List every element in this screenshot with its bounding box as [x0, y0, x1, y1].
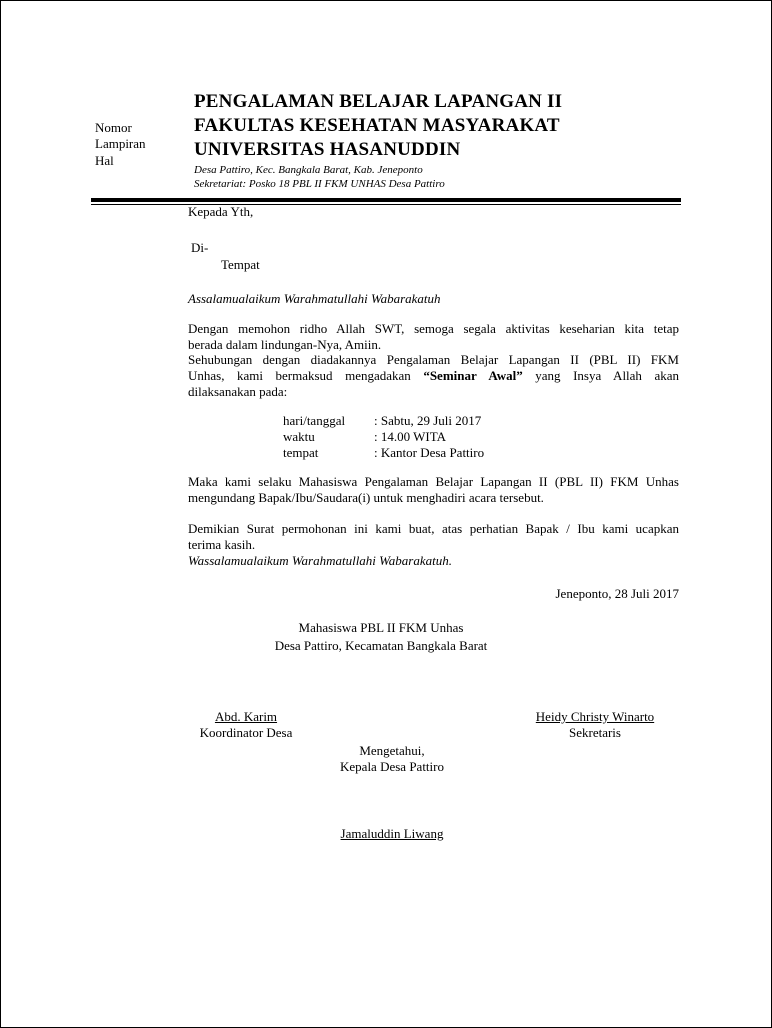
- recipient-greeting: Kepada Yth,: [188, 204, 254, 219]
- opening-salutation: Assalamualaikum Warahmatullahi Wabarakatuh: [188, 291, 441, 306]
- signatory-right-name: Heidy Christy Winarto: [535, 709, 655, 724]
- paragraph-closing: [188, 521, 679, 553]
- paragraph-invitation-line: Sehubungan dengan diadakannya Pengalaman Belajar Lapangan II (PBL II) FKM: [188, 352, 679, 367]
- event-detail-value: : Kantor Desa Pattiro: [374, 445, 485, 460]
- event-detail-label: tempat: [283, 445, 319, 460]
- sender-line-1: Mahasiswa PBL II FKM Unhas: [298, 620, 464, 635]
- letterhead-line-3: UNIVERSITAS HASANUDDIN: [194, 139, 461, 160]
- event-detail-place: [283, 445, 484, 461]
- place-date: Jeneponto, 28 Juli 2017: [555, 586, 679, 601]
- paragraph-request-line: Maka kami selaku Mahasiswa Pengalaman Belajar Lapangan II (PBL II) FKM Unhas: [188, 474, 679, 489]
- recipient-di: Di-: [191, 240, 209, 255]
- paragraph-closing-line: terima kasih.: [188, 537, 256, 552]
- letterhead-secretariat: Sekretariat: Posko 18 PBL II FKM UNHAS Desa Pattiro: [194, 178, 445, 190]
- signatory-left-role: Koordinator Desa: [199, 725, 293, 740]
- signatory-right-role: Sekretaris: [569, 725, 621, 740]
- acknowledgement-line-2: Kepala Desa Pattiro: [340, 759, 444, 774]
- label-hal: Hal: [95, 153, 114, 168]
- event-detail-time: [283, 429, 446, 445]
- paragraph-closing-line: Demikian Surat permohonan ini kami buat, atas perhatian Bapak / Ibu kami ucapkan: [188, 521, 679, 536]
- paragraph-invitation: [188, 352, 679, 400]
- letterhead-line-2: FAKULTAS KESEHATAN MASYARAKAT: [194, 115, 560, 136]
- event-detail-value: : Sabtu, 29 Juli 2017: [374, 413, 482, 428]
- label-nomor: Nomor: [95, 120, 132, 135]
- event-detail-date: [283, 413, 481, 429]
- paragraph-opening-line: Dengan memohon ridho Allah SWT, semoga segala aktivitas keseharian kita tetap: [188, 321, 679, 336]
- paragraph-request-line: mengundang Bapak/Ibu/Saudara(i) untuk menghadiri acara tersebut.: [188, 490, 544, 505]
- paragraph-invitation-line: dilaksanakan pada:: [188, 384, 288, 399]
- invitation-text: Unhas, kami bermaksud mengadakan: [188, 368, 424, 383]
- event-detail-value: : 14.00 WITA: [374, 429, 447, 444]
- sender-line-2: Desa Pattiro, Kecamatan Bangkala Barat: [274, 638, 488, 653]
- paragraph-opening: [188, 321, 679, 353]
- paragraph-request: [188, 474, 679, 506]
- event-detail-label: waktu: [283, 429, 315, 444]
- recipient-tempat: Tempat: [221, 257, 260, 272]
- event-detail-label: hari/tanggal: [283, 413, 346, 428]
- acknowledgement-line-1: Mengetahui,: [359, 743, 425, 758]
- header-divider-thick: [91, 198, 681, 202]
- invitation-text: yang Insya Allah akan: [522, 368, 680, 383]
- header-divider-thin: [91, 204, 681, 205]
- letterhead-line-1: PENGALAMAN BELAJAR LAPANGAN II: [194, 91, 563, 112]
- letterhead-address: Desa Pattiro, Kec. Bangkala Barat, Kab. Jeneponto: [194, 164, 423, 176]
- closing-salutation: Wassalamualaikum Warahmatullahi Wabarakatuh.: [188, 553, 452, 568]
- event-title: “Seminar Awal”: [423, 368, 523, 383]
- label-lampiran: Lampiran: [95, 136, 146, 151]
- acknowledgement-name: Jamaluddin Liwang: [340, 826, 444, 841]
- signatory-left-name: Abd. Karim: [214, 709, 278, 724]
- paragraph-opening-line: berada dalam lindungan-Nya, Amiin.: [188, 337, 382, 352]
- paragraph-invitation-line: [188, 368, 679, 384]
